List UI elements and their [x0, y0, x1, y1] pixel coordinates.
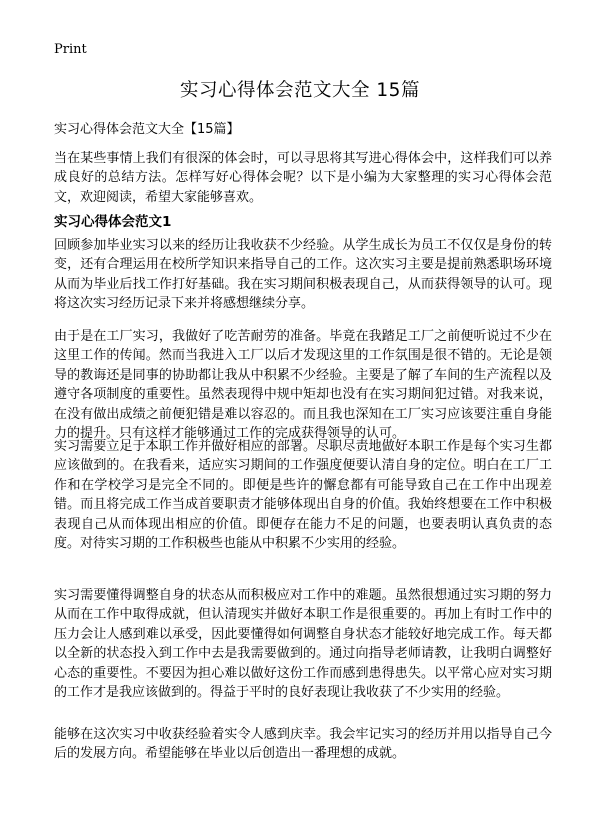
print-label: Print	[54, 42, 87, 57]
body-paragraph-5: 能够在这次实习中收获经验着实令人感到庆幸。我会牢记实习的经历并用以指导自己今后的发展方向。希望能够在毕业以后创造出一番理想的成就。	[54, 727, 552, 762]
document-subtitle: 实习心得体会范文大全【15篇】	[54, 122, 240, 137]
intro-paragraph: 当在某些事情上我们有很深的体会时，可以寻思将其写进心得体会中，这样我们可以养成良好的总结方法。怎样写好心得体会呢？以下是小编为大家整理的实习心得体会范文，欢迎阅读，希望大家能够喜欢。	[54, 151, 552, 205]
body-paragraph-1: 回顾参加毕业实习以来的经历让我收获不少经验。从学生成长为员工不仅仅是身份的转变，还有合理运用在校所学知识来指导自己的工作。这次实习主要是提前熟悉职场环境从而为毕业后找工作打好基础。我在实习期间积极表现自己，从而获得领导的认可。现将这次实习经历记录下来并将感想继续分享。	[54, 238, 552, 312]
body-paragraph-3: 实习需要立足于本职工作并做好相应的部署。尽职尽责地做好本职工作是每个实习生都应该做到的。在我看来，适应实习期间的工作强度便要认清自身的定位。明白在工厂工作和在学校学习是完全不同的。即便是些许的懈怠都有可能导致自己在工作中出现差错。而且将完成工作当成首要职责才能够体现出自身的价值。我始终想要在工作中积极表现自己从而体现出相应的价值。即便存在能力不足的问题，也要表明认真负责的态度。对待实习期的工作积极些也能从中积累不少实用的经验。	[54, 439, 552, 552]
body-paragraph-4: 实习需要懂得调整自身的状态从而积极应对工作中的难题。虽然很想通过实习期的努力从而在工作中取得成就，但认清现实并做好本职工作是很重要的。再加上有时工作中的压力会让人感到难以承受，因此要懂得如何调整自身状态才能较好地完成工作。每天都以全新的状态投入到工作中去是我需要做到的。通过向指导老师请教，让我明白调整好心态的重要性。不要因为担心难以做好这份工作而感到患得患失。以平常心应对实习期的工作才是我应该做到的。得益于平时的良好表现让我收获了不少实用的经验。	[54, 588, 552, 701]
page-title: 实习心得体会范文大全 15篇	[180, 80, 420, 101]
section-heading: 实习心得体会范文1	[54, 214, 172, 230]
body-paragraph-2: 由于是在工厂实习，我做好了吃苦耐劳的准备。毕竟在我踏足工厂之前便听说过不少在这里工作的传闻。然而当我进入工厂以后才发现这里的工作氛围是很不错的。无论是领导的教诲还是同事的协助都让我从中积累不少经验。主要是了解了车间的生产流程以及遵守各项制度的重要性。虽然表现得中规中矩却也没有在实习期间犯过错。对我来说，在没有做出成绩之前便犯错是难以容忍的。而且我也深知在工厂实习应该要注重自身能力的提升。只有这样才能够通过工作的完成获得领导的认可。	[54, 329, 552, 442]
